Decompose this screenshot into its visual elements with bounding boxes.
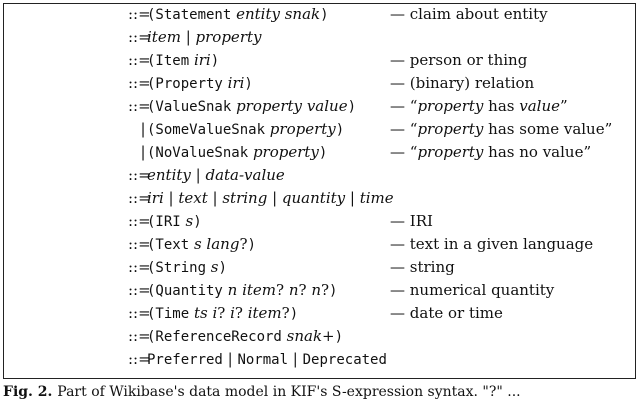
comment: — IRI: [390, 212, 433, 230]
production: (SomeValueSnak property): [147, 120, 345, 138]
definition-operator: ::=: [128, 350, 151, 368]
production: (ReferenceRecord snak+): [147, 327, 344, 345]
comment: — string: [390, 258, 455, 276]
production: Preferred | Normal | Deprecated: [147, 350, 387, 368]
definition-operator: ::=: [128, 327, 151, 345]
definition-operator: ::=: [128, 258, 151, 276]
alternative-bar: |: [140, 120, 146, 138]
definition-operator: ::=: [128, 74, 151, 92]
comment: — “property has some value”: [390, 120, 613, 138]
comment: — person or thing: [390, 51, 528, 69]
definition-operator: ::=: [128, 166, 151, 184]
definition-operator: ::=: [128, 189, 151, 207]
comment: — text in a given language: [390, 235, 594, 253]
definition-operator: ::=: [128, 5, 151, 23]
production: (String s): [147, 258, 227, 276]
definition-operator: ::=: [128, 281, 151, 299]
alternative-bar: |: [140, 143, 146, 161]
comment: — claim about entity: [390, 5, 548, 23]
production: (ValueSnak property value): [147, 97, 357, 115]
production: iri | text | string | quantity | time: [147, 189, 394, 207]
definition-operator: ::=: [128, 97, 151, 115]
comment: — numerical quantity: [390, 281, 555, 299]
caption-text: Part of Wikibase's data model in KIF's S-expression syntax. "?" ...: [57, 384, 521, 400]
definition-operator: ::=: [128, 28, 151, 46]
production: (Quantity n item? n? n?): [147, 281, 338, 299]
production: (Text s lang?): [147, 235, 256, 253]
caption-label: Fig. 2.: [3, 384, 53, 400]
production: (IRI s): [147, 212, 202, 230]
production: (Time ts i? i? item?): [147, 304, 299, 322]
comment: — date or time: [390, 304, 503, 322]
definition-operator: ::=: [128, 51, 151, 69]
production: item | property: [147, 28, 262, 46]
definition-operator: ::=: [128, 212, 151, 230]
definition-operator: ::=: [128, 235, 151, 253]
production: (NoValueSnak property): [147, 143, 328, 161]
production: (Property iri): [147, 74, 253, 92]
comment: — “property has value”: [390, 97, 568, 115]
definition-operator: ::=: [128, 304, 151, 322]
figure-caption: [3, 384, 521, 408]
production: (Statement entity snak): [147, 5, 329, 23]
production: entity | data-value: [147, 166, 285, 184]
comment: — (binary) relation: [390, 74, 535, 92]
comment: — “property has no value”: [390, 143, 592, 161]
production: (Item iri): [147, 51, 220, 69]
